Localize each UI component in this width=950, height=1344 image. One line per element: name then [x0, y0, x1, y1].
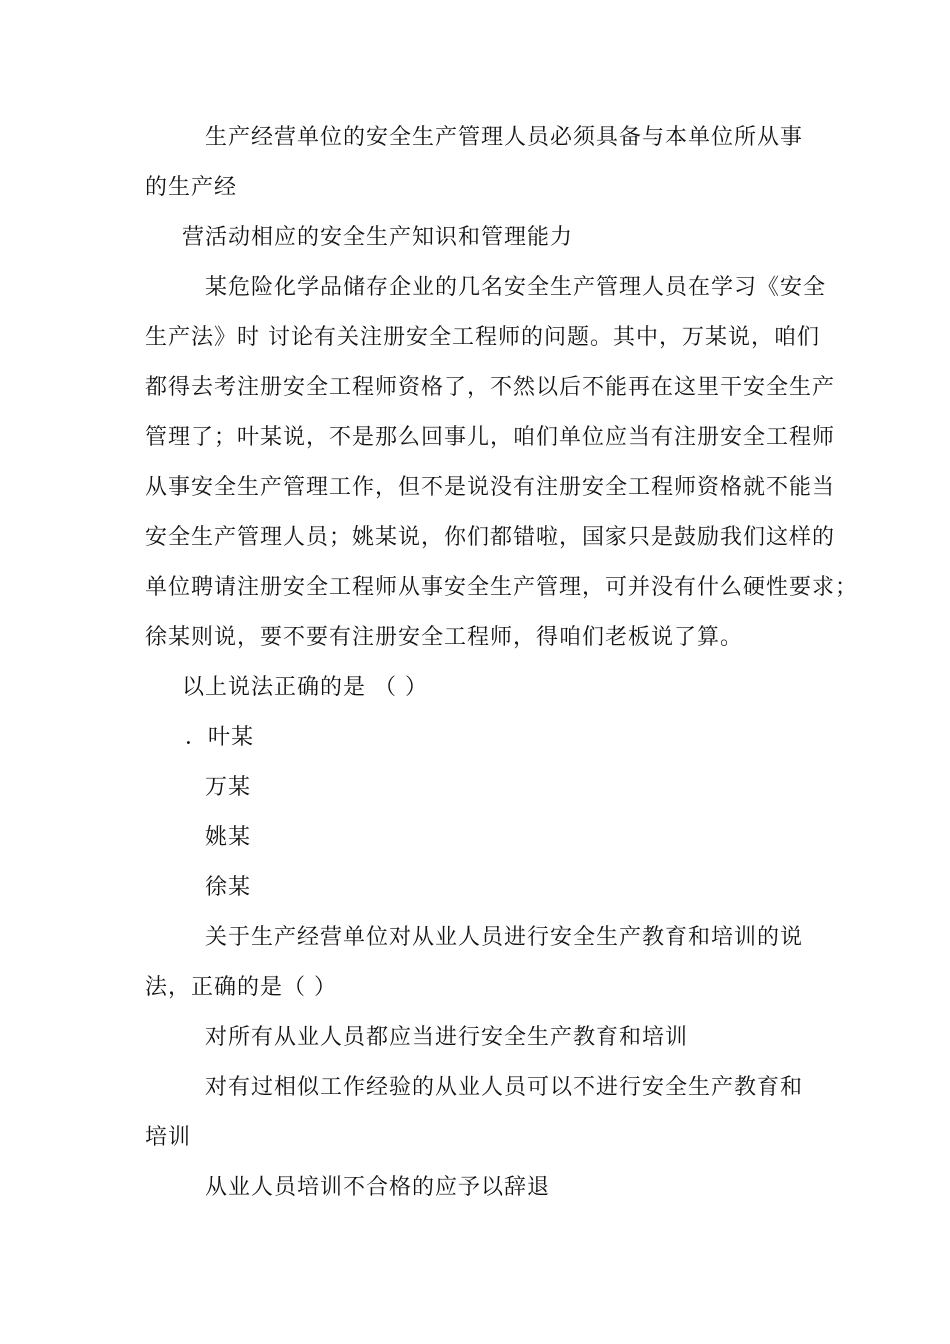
- option-line: 姚某: [205, 825, 252, 850]
- question-line: 以上说法正确的是 （ ）: [182, 675, 428, 700]
- option-line: ．叶某: [185, 725, 255, 750]
- paragraph-line: 生产法》时 讨论有关注册安全工程师的问题。其中，万某说，咱们: [145, 325, 820, 350]
- option-line: 对有过相似工作经验的从业人员可以不进行安全生产教育和: [205, 1075, 804, 1100]
- paragraph-line: 的生产经: [145, 175, 238, 200]
- paragraph-line: 管理了；叶某说，不是那么回事儿，咱们单位应当有注册安全工程师: [145, 425, 836, 450]
- option-line: 徐某: [205, 875, 252, 900]
- paragraph-line: 从事安全生产管理工作，但不是说没有注册安全工程师资格就不能当: [145, 475, 836, 500]
- paragraph-line: 某危险化学品储存企业的几名安全生产管理人员在学习《安全: [205, 275, 827, 300]
- question-line: 关于生产经营单位对从业人员进行安全生产教育和培训的说: [205, 925, 804, 950]
- option-line: 培训: [145, 1125, 192, 1150]
- question-line: 法，正确的是（ ）: [145, 975, 337, 1000]
- option-line: 对所有从业人员都应当进行安全生产教育和培训: [205, 1025, 689, 1050]
- paragraph-line: 营活动相应的安全生产知识和管理能力: [182, 225, 574, 250]
- paragraph-line: 徐某则说，要不要有注册安全工程师，得咱们老板说了算。: [145, 625, 744, 650]
- paragraph-line: 单位聘请注册安全工程师从事安全生产管理，可并没有什么硬性要求；: [145, 575, 859, 600]
- option-line: 从业人员培训不合格的应予以辞退: [205, 1175, 551, 1200]
- paragraph-line: 安全生产管理人员；姚某说，你们都错啦，国家只是鼓励我们这样的: [145, 525, 836, 550]
- paragraph-line: 生产经营单位的安全生产管理人员必须具备与本单位所从事: [205, 125, 804, 150]
- option-line: 万某: [205, 775, 252, 800]
- paragraph-line: 都得去考注册安全工程师资格了，不然以后不能再在这里干安全生产: [145, 375, 836, 400]
